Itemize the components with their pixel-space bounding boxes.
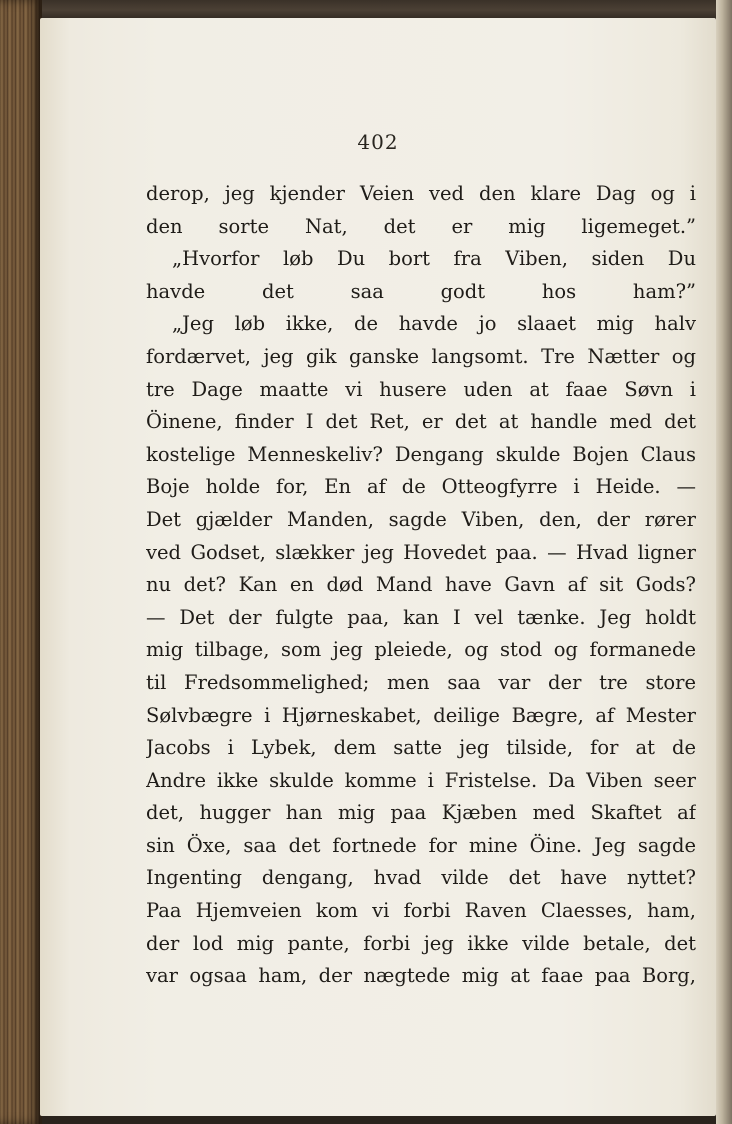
text-line: — Det der fulgte paa, kan I vel tænke. Jeg holdt [146,605,696,629]
text-line: tre Dage maatte vi husere uden at faae Søvn i [146,377,696,401]
text-line: Sølvbægre i Hjørneskabet, deilige Bægre, af Mester [146,703,696,727]
text-line: „Hvorfor løb Du bort fra Viben, siden Du [172,247,696,271]
book-page [40,18,716,1116]
text-line: nu det? Kan en død Mand have Gavn af sit Gods? [146,573,696,597]
text-line: mig tilbage, som jeg pleiede, og stod og formanede [146,638,696,662]
text-line: ved Godset, slækker jeg Hovedet paa. — Hvad ligner [146,540,696,564]
text-line: det, hugger han mig paa Kjæben med Skaftet af [146,801,696,825]
page-body-text [146,178,696,993]
text-line: havde det saa godt hos ham?” [146,279,696,303]
page-number: 402 [357,130,399,154]
book-binding [0,0,42,1124]
text-line: fordærvet, jeg gik ganske langsomt. Tre Nætter og [146,344,696,368]
page-edge [716,0,732,1124]
text-line: „Jeg løb ikke, de havde jo slaaet mig halv [172,312,696,336]
text-line: derop, jeg kjender Veien ved den klare Dag og i [146,182,696,205]
text-line: Öinene, finder I det Ret, er det at handle med det [146,410,696,434]
text-line: Ingenting dengang, hvad vilde det have nyttet? [146,866,696,890]
text-line: sin Öxe, saa det fortnede for mine Öine. Jeg sagde [146,833,696,857]
text-line: der lod mig pante, forbi jeg ikke vilde betale, det [146,931,696,955]
text-line: var ogsaa ham, der nægtede mig at faae paa Borg, [146,964,696,988]
text-line: den sorte Nat, det er mig ligemeget.” [146,214,696,238]
text-line: Det gjælder Manden, sagde Viben, den, der rører [146,507,696,531]
text-line: Boje holde for, En af de Otteogfyrre i Heide. — [146,475,696,499]
text-line: Jacobs i Lybek, dem satte jeg tilside, for at de [146,736,696,760]
text-line: til Fredsommelighed; men saa var der tre store [146,670,696,694]
text-line: Andre ikke skulde komme i Fristelse. Da Viben seer [146,768,696,792]
text-line: Paa Hjemveien kom vi forbi Raven Claesses, ham, [146,899,696,923]
text-line: kostelige Menneskeliv? Dengang skulde Bojen Claus [146,442,696,466]
